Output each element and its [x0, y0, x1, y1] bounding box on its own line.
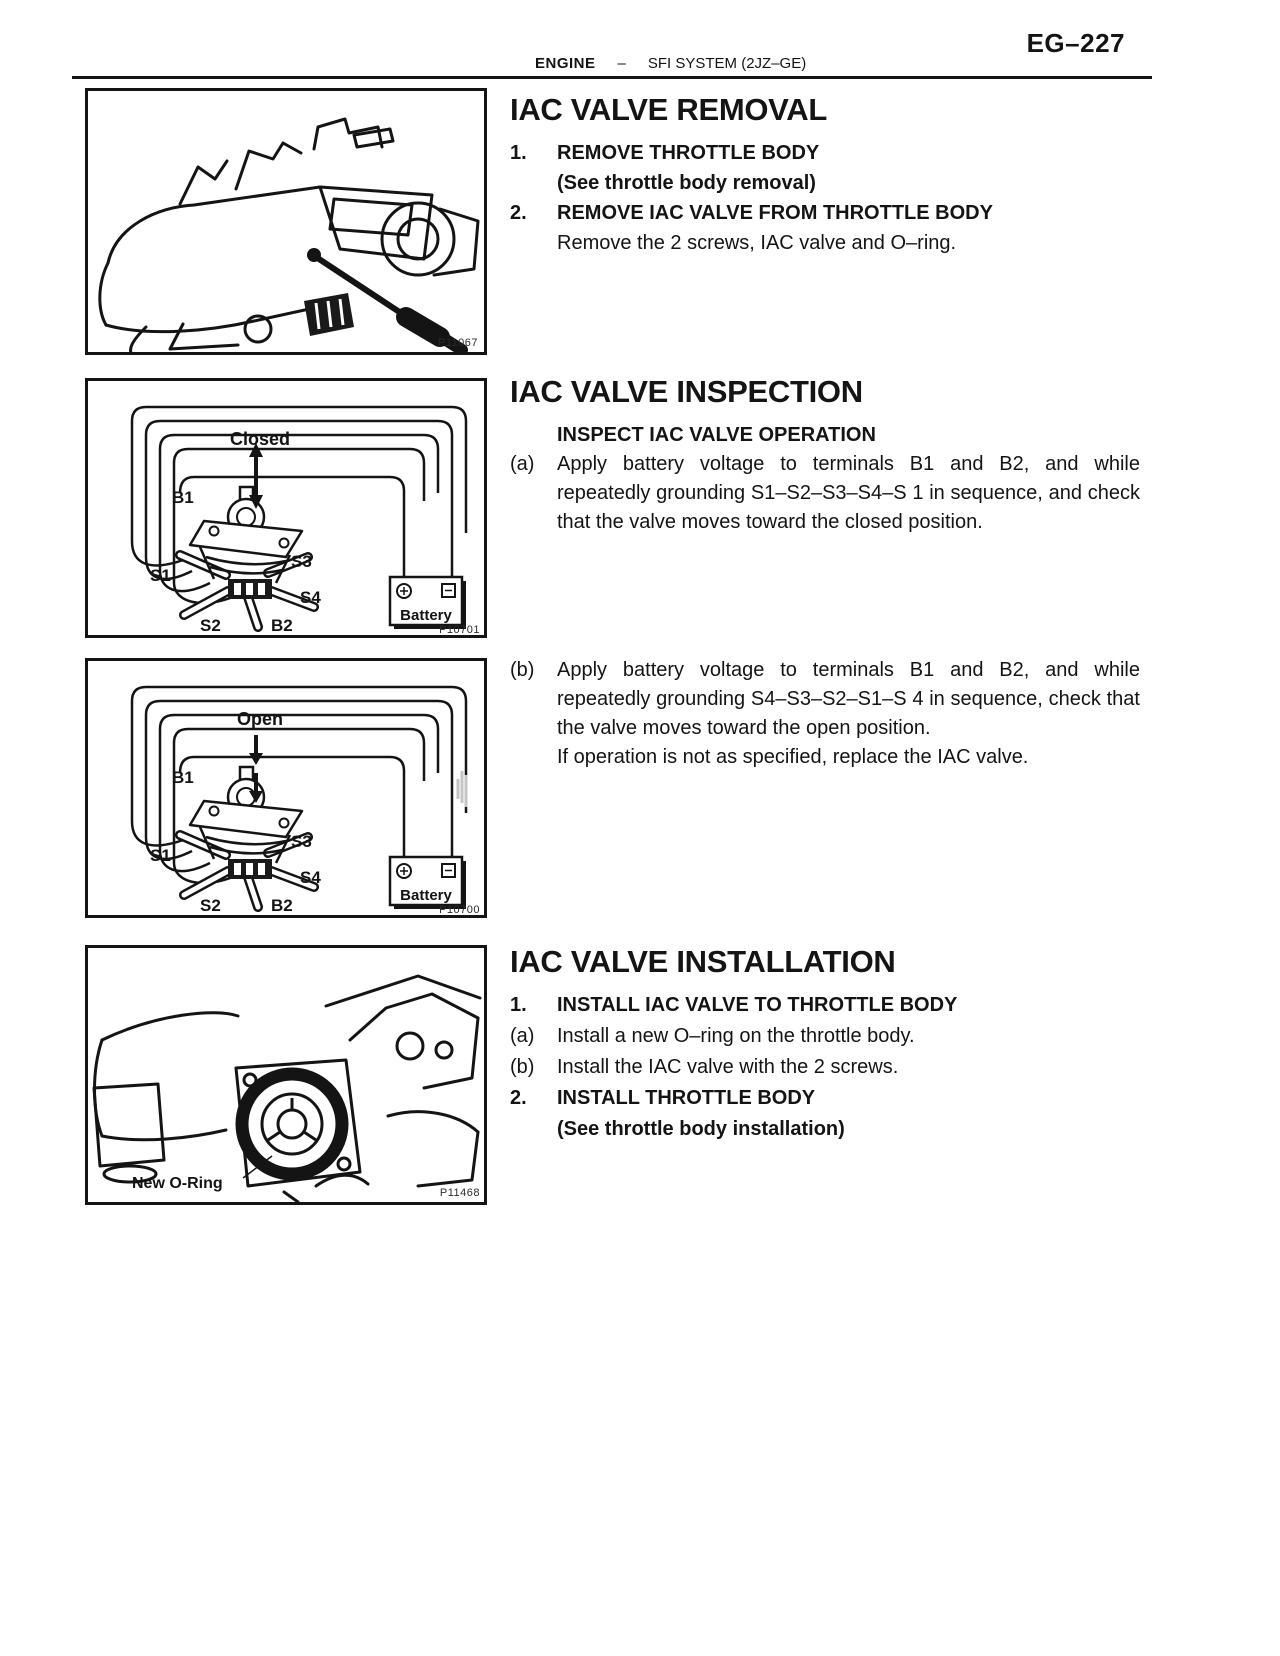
terminal-b1: B1 — [172, 768, 194, 787]
battery-label: Battery — [400, 887, 452, 904]
step-number: 1. — [510, 994, 527, 1016]
section-inspection — [510, 372, 1140, 537]
item-text: Apply battery voltage to terminals B1 and B2, and while repeatedly grounding S1–S2–S3–S4–S 1 in sequence, and check that the valve moves toward the closed position. — [557, 453, 1140, 533]
installation-step-2-sub — [510, 1114, 1140, 1145]
inspection-item-b — [510, 656, 1140, 772]
section-installation — [510, 942, 1140, 1145]
figure-throttle-body-removal — [85, 88, 487, 355]
throttle-body-removal-illustration — [88, 91, 484, 352]
inspection-title: IAC VALVE INSPECTION — [510, 374, 863, 409]
terminal-s2: S2 — [200, 616, 221, 635]
item-label: (b) — [510, 659, 535, 681]
figure-oring-installation — [85, 945, 487, 1205]
removal-step-2 — [510, 198, 1140, 228]
terminal-b1: B1 — [172, 488, 194, 507]
removal-step-1-sub — [510, 168, 1140, 198]
terminal-s2: S2 — [200, 896, 221, 915]
step-text: REMOVE THROTTLE BODY — [557, 142, 820, 164]
terminal-s1: S1 — [150, 846, 171, 865]
installation-item-b — [510, 1052, 1140, 1083]
oring-label: New O-Ring — [132, 1175, 223, 1192]
battery-box — [390, 857, 466, 909]
header-rule — [72, 76, 1152, 79]
item-text: Install a new O–ring on the throttle body. — [557, 1025, 915, 1047]
battery-box — [390, 577, 466, 629]
item-label: (b) — [510, 1056, 535, 1078]
iac-valve-open-diagram — [88, 661, 484, 915]
header-section: ENGINE — [535, 55, 596, 72]
terminal-s4: S4 — [300, 588, 321, 607]
figure2-caption: P10701 — [439, 624, 480, 635]
section-removal — [510, 90, 1140, 258]
battery-label: Battery — [400, 607, 452, 624]
inspection-subtitle-row — [510, 420, 1140, 450]
print-artifact — [458, 771, 466, 807]
inspection-item-a — [510, 450, 1140, 537]
installation-step-2 — [510, 1083, 1140, 1114]
item-note: If operation is not as specified, replace the IAC valve. — [557, 746, 1029, 768]
iac-valve-motor — [190, 767, 302, 879]
new-o-ring — [242, 1074, 342, 1174]
step-number: 2. — [510, 1087, 527, 1109]
step-number: 1. — [510, 142, 527, 164]
oring-installation-illustration — [88, 948, 484, 1202]
removal-step-1 — [510, 138, 1140, 168]
terminal-s3: S3 — [291, 832, 312, 851]
step-subtext: (See throttle body installation) — [557, 1118, 845, 1140]
header-separator: – — [617, 55, 626, 72]
step-text: INSTALL THROTTLE BODY — [557, 1087, 816, 1109]
installation-title: IAC VALVE INSTALLATION — [510, 944, 896, 979]
step-text: INSTALL IAC VALVE TO THROTTLE BODY — [557, 994, 958, 1016]
step-subtext: (See throttle body removal) — [557, 172, 816, 194]
item-label: (a) — [510, 453, 535, 475]
terminal-b2: B2 — [271, 616, 293, 635]
iac-connector — [304, 293, 354, 336]
step-number: 2. — [510, 202, 527, 224]
iac-valve-motor — [190, 487, 302, 599]
inspection-subtitle: INSPECT IAC VALVE OPERATION — [557, 424, 876, 446]
state-label: Open — [236, 709, 284, 729]
removal-step-2-body — [510, 228, 1140, 258]
page-number: EG–227 — [1026, 28, 1125, 58]
terminal-s4: S4 — [300, 868, 321, 887]
terminal-s3: S3 — [291, 552, 312, 571]
removal-title: IAC VALVE REMOVAL — [510, 92, 827, 127]
terminal-s1: S1 — [150, 566, 171, 585]
item-text: Apply battery voltage to terminals B1 and B2, and while repeatedly grounding S4–S3–S2–S1–S 4 in sequence, check that the valve moves toward the open position. — [557, 659, 1140, 739]
iac-valve-closed-diagram — [88, 381, 484, 635]
state-label: Closed — [229, 429, 291, 449]
figure4-caption: P11468 — [439, 1187, 480, 1199]
header-subsection: SFI SYSTEM (2JZ–GE) — [647, 55, 807, 72]
terminal-b2: B2 — [271, 896, 293, 915]
figure1-caption: P11067 — [437, 337, 478, 349]
step-text: REMOVE IAC VALVE FROM THROTTLE BODY — [557, 202, 993, 224]
figure-iac-valve-open — [85, 658, 487, 918]
running-header — [535, 55, 806, 72]
item-label: (a) — [510, 1025, 535, 1047]
step-body: Remove the 2 screws, IAC valve and O–ring. — [557, 232, 957, 254]
installation-step-1 — [510, 990, 1140, 1021]
figure-iac-valve-closed — [85, 378, 487, 638]
installation-item-a — [510, 1021, 1140, 1052]
figure3-caption: P10700 — [439, 904, 480, 915]
item-text: Install the IAC valve with the 2 screws. — [557, 1056, 899, 1078]
